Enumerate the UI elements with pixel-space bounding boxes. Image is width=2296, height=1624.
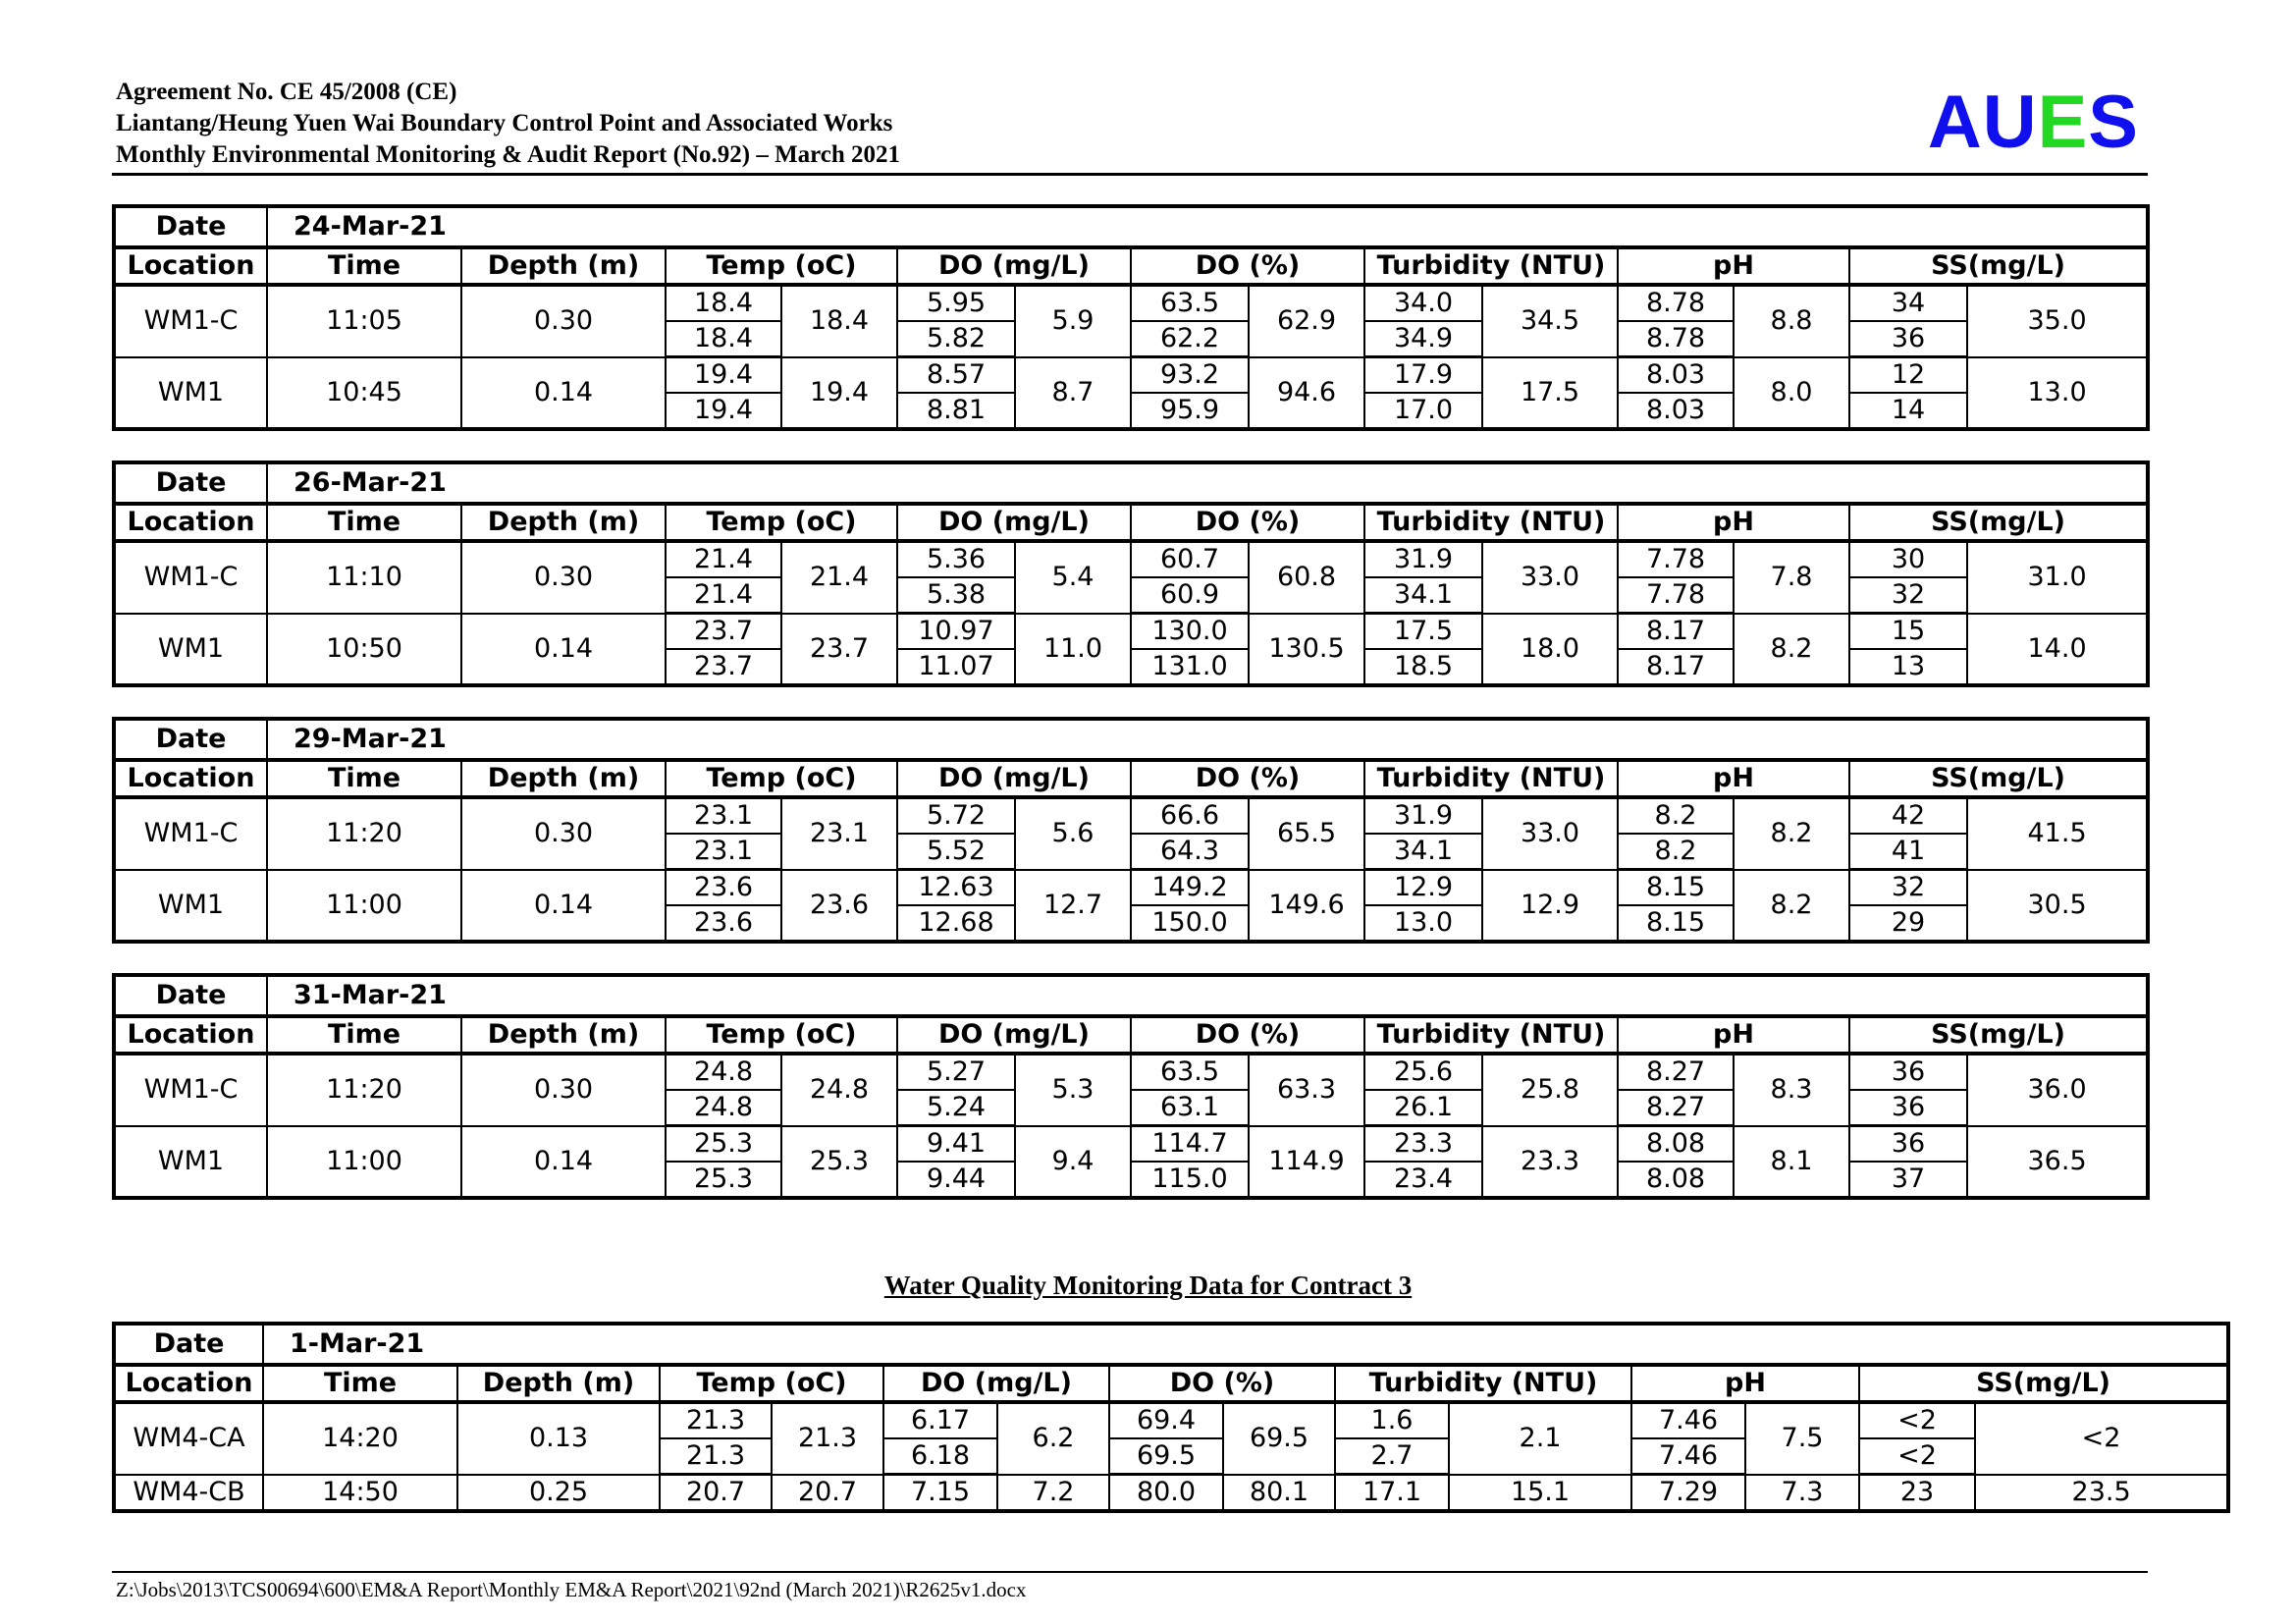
- do-mgl-average: 5.9: [1015, 285, 1131, 357]
- depth-header: Depth (m): [461, 1016, 666, 1054]
- turbidity-reading-2: 17.0: [1364, 393, 1482, 429]
- temp-reading-2: 23.1: [666, 834, 781, 870]
- do-mgl-reading-2: 6.18: [883, 1438, 997, 1475]
- do-mgl-reading-2: 9.44: [897, 1162, 1015, 1198]
- ss-reading-1: 15: [1849, 614, 1967, 650]
- date-value: 24-Mar-21: [267, 206, 2148, 247]
- turbidity-average: 2.1: [1449, 1402, 1631, 1475]
- location-cell: WM4-CA: [114, 1402, 263, 1475]
- time-cell: 10:45: [267, 357, 461, 430]
- ph-average: 8.8: [1734, 285, 1849, 357]
- ph-reading-2: 8.78: [1618, 321, 1734, 357]
- do-pct-reading-1: 149.2: [1131, 870, 1249, 906]
- ss-average: 31.0: [1967, 541, 2148, 614]
- temp-reading-2: 19.4: [666, 393, 781, 429]
- column-header-row: [114, 760, 2148, 797]
- temp-reading-2: 18.4: [666, 321, 781, 357]
- do-pct-reading-2: 131.0: [1131, 649, 1249, 685]
- do-pct-reading-2: 115.0: [1131, 1162, 1249, 1198]
- do-pct-average: 130.5: [1249, 614, 1364, 686]
- time-cell: 11:20: [267, 797, 461, 870]
- temp-header: Temp (oC): [666, 504, 897, 541]
- temp-average: 21.3: [772, 1402, 883, 1475]
- do-mgl-reading-1: 5.27: [897, 1054, 1015, 1090]
- ss-reading-1: 32: [1849, 870, 1967, 906]
- do-pct-average: 65.5: [1249, 797, 1364, 870]
- time-cell: 11:05: [267, 285, 461, 357]
- ph-reading: 7.29: [1631, 1475, 1745, 1512]
- time-cell: 14:50: [263, 1475, 457, 1512]
- do-pct-average: 60.8: [1249, 541, 1364, 614]
- location-cell: WM1-C: [114, 541, 267, 614]
- date-row: [114, 1324, 2228, 1365]
- depth-cell: 0.14: [461, 357, 666, 430]
- turbidity-reading-2: 23.4: [1364, 1162, 1482, 1198]
- ph-reading-1: 7.46: [1631, 1402, 1745, 1438]
- time-cell: 11:00: [267, 1126, 461, 1199]
- ph-reading-1: 8.17: [1618, 614, 1734, 650]
- turbidity-average: 15.1: [1449, 1475, 1631, 1512]
- ph-reading-1: 8.15: [1618, 870, 1734, 906]
- turbidity-average: 18.0: [1482, 614, 1618, 686]
- do-mgl-reading: 7.15: [883, 1475, 997, 1512]
- temp-average: 25.3: [781, 1126, 897, 1199]
- depth-header: Depth (m): [461, 760, 666, 797]
- do-pct-average: 69.5: [1223, 1402, 1335, 1475]
- do-mgl-average: 5.6: [1015, 797, 1131, 870]
- depth-header: Depth (m): [457, 1365, 660, 1402]
- temp-reading-1: 21.3: [660, 1402, 772, 1438]
- location-cell: WM1-C: [114, 1054, 267, 1126]
- ph-average: 8.2: [1734, 870, 1849, 943]
- ss-header: SS(mg/L): [1849, 1016, 2148, 1054]
- date-label: Date: [114, 719, 267, 760]
- table-row: [114, 541, 2148, 577]
- ss-reading-1: 42: [1849, 797, 1967, 834]
- time-header: Time: [267, 760, 461, 797]
- do-pct-reading-1: 93.2: [1131, 357, 1249, 394]
- do-pct-reading-1: 114.7: [1131, 1126, 1249, 1163]
- table-row: [114, 614, 2148, 650]
- time-cell: 11:10: [267, 541, 461, 614]
- turbidity-average: 33.0: [1482, 541, 1618, 614]
- turbidity-reading-1: 31.9: [1364, 541, 1482, 577]
- do-mgl-reading-1: 5.95: [897, 285, 1015, 321]
- location-cell: WM4-CB: [114, 1475, 263, 1512]
- footer-divider: [112, 1571, 2148, 1573]
- date-value: 29-Mar-21: [267, 719, 2148, 760]
- location-cell: WM1: [114, 357, 267, 430]
- ss-reading-1: 12: [1849, 357, 1967, 394]
- location-header: Location: [114, 1016, 267, 1054]
- water-quality-table-1: [112, 204, 2150, 431]
- ph-header: pH: [1618, 760, 1849, 797]
- temp-reading-1: 23.1: [666, 797, 781, 834]
- time-header: Time: [267, 247, 461, 285]
- ss-average: 23.5: [1975, 1475, 2228, 1512]
- turbidity-reading-2: 13.0: [1364, 905, 1482, 942]
- temp-reading-1: 25.3: [666, 1126, 781, 1163]
- table-row: [114, 1126, 2148, 1163]
- temp-header: Temp (oC): [666, 247, 897, 285]
- temp-average: 23.7: [781, 614, 897, 686]
- do-mgl-reading-2: 8.81: [897, 393, 1015, 429]
- do-mgl-header: DO (mg/L): [897, 504, 1131, 541]
- ss-average: 41.5: [1967, 797, 2148, 870]
- location-header: Location: [114, 504, 267, 541]
- ss-reading-1: 34: [1849, 285, 1967, 321]
- ss-reading-1: <2: [1859, 1402, 1975, 1438]
- do-mgl-average: 6.2: [997, 1402, 1109, 1475]
- do-pct-average: 94.6: [1249, 357, 1364, 430]
- turbidity-reading-1: 17.5: [1364, 614, 1482, 650]
- turbidity-average: 33.0: [1482, 797, 1618, 870]
- turbidity-header: Turbidity (NTU): [1364, 504, 1618, 541]
- turbidity-average: 23.3: [1482, 1126, 1618, 1199]
- time-header: Time: [267, 1016, 461, 1054]
- ss-header: SS(mg/L): [1849, 760, 2148, 797]
- file-path-footer: Z:\Jobs\2013\TCS00694\600\EM&A Report\Monthly EM&A Report\2021\92nd (March 2021)\R2625v1.docx: [116, 1578, 1027, 1601]
- time-cell: 11:00: [267, 870, 461, 943]
- depth-cell: 0.14: [461, 1126, 666, 1199]
- date-label: Date: [114, 462, 267, 504]
- agreement-line: Agreement No. CE 45/2008 (CE): [116, 79, 457, 105]
- do-mgl-average: 11.0: [1015, 614, 1131, 686]
- temp-reading-1: 23.7: [666, 614, 781, 650]
- date-value: 26-Mar-21: [267, 462, 2148, 504]
- location-header: Location: [114, 247, 267, 285]
- ss-reading-2: <2: [1859, 1438, 1975, 1475]
- do-pct-header: DO (%): [1109, 1365, 1335, 1402]
- turbidity-header: Turbidity (NTU): [1335, 1365, 1631, 1402]
- turbidity-reading-2: 34.1: [1364, 577, 1482, 614]
- time-cell: 14:20: [263, 1402, 457, 1475]
- do-mgl-reading-2: 5.38: [897, 577, 1015, 614]
- temp-average: 20.7: [772, 1475, 883, 1512]
- ph-average: 8.2: [1734, 614, 1849, 686]
- ph-average: 8.1: [1734, 1126, 1849, 1199]
- depth-cell: 0.25: [457, 1475, 660, 1512]
- do-mgl-average: 12.7: [1015, 870, 1131, 943]
- do-mgl-average: 5.4: [1015, 541, 1131, 614]
- do-pct-average: 80.1: [1223, 1475, 1335, 1512]
- depth-header: Depth (m): [461, 504, 666, 541]
- location-cell: WM1: [114, 870, 267, 943]
- temp-average: 18.4: [781, 285, 897, 357]
- ss-reading-2: 37: [1849, 1162, 1967, 1198]
- ss-header: SS(mg/L): [1849, 247, 2148, 285]
- do-mgl-reading-1: 9.41: [897, 1126, 1015, 1163]
- header-divider: [112, 173, 2148, 176]
- location-cell: WM1-C: [114, 797, 267, 870]
- temp-reading-1: 21.4: [666, 541, 781, 577]
- ph-average: 7.8: [1734, 541, 1849, 614]
- contract3-table: [112, 1322, 2230, 1513]
- column-header-row: [114, 1365, 2228, 1402]
- turbidity-reading-2: 2.7: [1335, 1438, 1449, 1475]
- turbidity-average: 34.5: [1482, 285, 1618, 357]
- temp-reading-2: 24.8: [666, 1090, 781, 1126]
- temp-header: Temp (oC): [666, 760, 897, 797]
- do-pct-reading-2: 150.0: [1131, 905, 1249, 942]
- do-mgl-reading-2: 11.07: [897, 649, 1015, 685]
- depth-cell: 0.30: [461, 285, 666, 357]
- turbidity-reading-2: 18.5: [1364, 649, 1482, 685]
- ss-reading-2: 36: [1849, 321, 1967, 357]
- ph-header: pH: [1631, 1365, 1859, 1402]
- temp-header: Temp (oC): [660, 1365, 883, 1402]
- table-row: [114, 1054, 2148, 1090]
- location-cell: WM1: [114, 1126, 267, 1199]
- ss-average: 36.5: [1967, 1126, 2148, 1199]
- do-mgl-average: 7.2: [997, 1475, 1109, 1512]
- location-cell: WM1-C: [114, 285, 267, 357]
- do-mgl-average: 5.3: [1015, 1054, 1131, 1126]
- date-value: 31-Mar-21: [267, 975, 2148, 1016]
- do-mgl-header: DO (mg/L): [897, 760, 1131, 797]
- temp-average: 23.6: [781, 870, 897, 943]
- ph-reading-1: 7.78: [1618, 541, 1734, 577]
- depth-cell: 0.30: [461, 1054, 666, 1126]
- ph-reading-1: 8.78: [1618, 285, 1734, 321]
- turbidity-header: Turbidity (NTU): [1364, 1016, 1618, 1054]
- turbidity-average: 12.9: [1482, 870, 1618, 943]
- ph-reading-2: 8.27: [1618, 1090, 1734, 1126]
- column-header-row: [114, 247, 2148, 285]
- date-row: [114, 462, 2148, 504]
- ss-header: SS(mg/L): [1849, 504, 2148, 541]
- temp-average: 23.1: [781, 797, 897, 870]
- do-pct-reading-2: 95.9: [1131, 393, 1249, 429]
- do-pct-header: DO (%): [1131, 760, 1364, 797]
- temp-reading-1: 24.8: [666, 1054, 781, 1090]
- column-header-row: [114, 1016, 2148, 1054]
- table-row-single: [114, 1475, 2228, 1512]
- ss-header: SS(mg/L): [1859, 1365, 2228, 1402]
- turbidity-reading-1: 34.0: [1364, 285, 1482, 321]
- temp-reading-2: 21.4: [666, 577, 781, 614]
- table-row: [114, 357, 2148, 394]
- ss-average: 35.0: [1967, 285, 2148, 357]
- water-quality-table-4: [112, 973, 2150, 1200]
- do-mgl-header: DO (mg/L): [897, 247, 1131, 285]
- location-header: Location: [114, 1365, 263, 1402]
- do-mgl-average: 8.7: [1015, 357, 1131, 430]
- temp-reading-2: 21.3: [660, 1438, 772, 1475]
- date-label: Date: [114, 206, 267, 247]
- turbidity-reading-2: 26.1: [1364, 1090, 1482, 1126]
- turbidity-header: Turbidity (NTU): [1364, 760, 1618, 797]
- ss-average: 30.5: [1967, 870, 2148, 943]
- do-pct-reading-2: 63.1: [1131, 1090, 1249, 1126]
- location-header: Location: [114, 760, 267, 797]
- ss-reading-2: 41: [1849, 834, 1967, 870]
- date-label: Date: [114, 975, 267, 1016]
- do-mgl-reading-1: 10.97: [897, 614, 1015, 650]
- ss-average: 36.0: [1967, 1054, 2148, 1126]
- do-mgl-reading-2: 12.68: [897, 905, 1015, 942]
- ph-reading-1: 8.2: [1618, 797, 1734, 834]
- ph-average: 8.2: [1734, 797, 1849, 870]
- do-pct-reading-1: 63.5: [1131, 1054, 1249, 1090]
- do-pct-reading-2: 60.9: [1131, 577, 1249, 614]
- turbidity-reading-2: 34.1: [1364, 834, 1482, 870]
- do-mgl-average: 9.4: [1015, 1126, 1131, 1199]
- ph-reading-2: 8.03: [1618, 393, 1734, 429]
- temp-average: 19.4: [781, 357, 897, 430]
- turbidity-reading-1: 25.6: [1364, 1054, 1482, 1090]
- ss-reading-2: 32: [1849, 577, 1967, 614]
- date-row: [114, 719, 2148, 760]
- ph-average: 7.3: [1745, 1475, 1859, 1512]
- turbidity-reading-1: 23.3: [1364, 1126, 1482, 1163]
- do-pct-average: 114.9: [1249, 1126, 1364, 1199]
- temp-reading-2: 23.6: [666, 905, 781, 942]
- temp-reading-2: 25.3: [666, 1162, 781, 1198]
- do-pct-average: 62.9: [1249, 285, 1364, 357]
- date-value: 1-Mar-21: [263, 1324, 2228, 1365]
- do-pct-header: DO (%): [1131, 504, 1364, 541]
- ss-reading-2: 13: [1849, 649, 1967, 685]
- ph-header: pH: [1618, 504, 1849, 541]
- aues-logo: AUES: [1927, 81, 2139, 164]
- depth-header: Depth (m): [461, 247, 666, 285]
- location-cell: WM1: [114, 614, 267, 686]
- do-mgl-header: DO (mg/L): [897, 1016, 1131, 1054]
- do-mgl-reading-2: 5.24: [897, 1090, 1015, 1126]
- temp-header: Temp (oC): [666, 1016, 897, 1054]
- ss-reading-1: 36: [1849, 1054, 1967, 1090]
- temp-average: 21.4: [781, 541, 897, 614]
- do-mgl-reading-1: 5.72: [897, 797, 1015, 834]
- do-pct-reading-1: 130.0: [1131, 614, 1249, 650]
- water-quality-table-2: [112, 460, 2150, 687]
- report-header: [116, 77, 900, 171]
- do-pct-reading-2: 64.3: [1131, 834, 1249, 870]
- temp-reading: 20.7: [660, 1475, 772, 1512]
- do-mgl-reading-2: 5.82: [897, 321, 1015, 357]
- temp-reading-1: 23.6: [666, 870, 781, 906]
- depth-cell: 0.14: [461, 614, 666, 686]
- date-row: [114, 206, 2148, 247]
- depth-cell: 0.14: [461, 870, 666, 943]
- turbidity-reading: 17.1: [1335, 1475, 1449, 1512]
- date-row: [114, 975, 2148, 1016]
- contract3-caption: Water Quality Monitoring Data for Contract 3: [883, 1271, 1413, 1300]
- ph-reading-2: 7.46: [1631, 1438, 1745, 1475]
- ph-header: pH: [1618, 1016, 1849, 1054]
- temp-reading-2: 23.7: [666, 649, 781, 685]
- table-row: [114, 1402, 2228, 1438]
- do-mgl-reading-1: 6.17: [883, 1402, 997, 1438]
- do-mgl-header: DO (mg/L): [883, 1365, 1109, 1402]
- ss-reading-2: 29: [1849, 905, 1967, 942]
- ph-reading-2: 8.08: [1618, 1162, 1734, 1198]
- ss-average: 13.0: [1967, 357, 2148, 430]
- time-header: Time: [267, 504, 461, 541]
- column-header-row: [114, 504, 2148, 541]
- do-pct-reading-1: 66.6: [1131, 797, 1249, 834]
- do-mgl-reading-1: 5.36: [897, 541, 1015, 577]
- ph-average: 7.5: [1745, 1402, 1859, 1475]
- depth-cell: 0.30: [461, 797, 666, 870]
- ph-average: 8.0: [1734, 357, 1849, 430]
- ss-reading-1: 36: [1849, 1126, 1967, 1163]
- water-quality-table-3: [112, 717, 2150, 944]
- depth-cell: 0.13: [457, 1402, 660, 1475]
- turbidity-average: 17.5: [1482, 357, 1618, 430]
- time-cell: 10:50: [267, 614, 461, 686]
- turbidity-reading-1: 12.9: [1364, 870, 1482, 906]
- project-line: Liantang/Heung Yuen Wai Boundary Control Point and Associated Works: [116, 110, 893, 136]
- do-mgl-reading-2: 5.52: [897, 834, 1015, 870]
- ph-reading-1: 8.27: [1618, 1054, 1734, 1090]
- ph-reading-1: 8.08: [1618, 1126, 1734, 1163]
- do-pct-header: DO (%): [1131, 1016, 1364, 1054]
- turbidity-header: Turbidity (NTU): [1364, 247, 1618, 285]
- ph-reading-1: 8.03: [1618, 357, 1734, 394]
- ph-reading-2: 7.78: [1618, 577, 1734, 614]
- table-row: [114, 285, 2148, 321]
- turbidity-reading-1: 31.9: [1364, 797, 1482, 834]
- time-cell: 11:20: [267, 1054, 461, 1126]
- ph-average: 8.3: [1734, 1054, 1849, 1126]
- depth-cell: 0.30: [461, 541, 666, 614]
- table-row: [114, 870, 2148, 906]
- do-mgl-reading-1: 12.63: [897, 870, 1015, 906]
- temp-average: 24.8: [781, 1054, 897, 1126]
- time-header: Time: [263, 1365, 457, 1402]
- table-row: [114, 797, 2148, 834]
- do-pct-average: 63.3: [1249, 1054, 1364, 1126]
- temp-reading-1: 18.4: [666, 285, 781, 321]
- do-pct-reading-1: 63.5: [1131, 285, 1249, 321]
- do-pct-reading-2: 62.2: [1131, 321, 1249, 357]
- do-pct-reading-1: 60.7: [1131, 541, 1249, 577]
- turbidity-reading-1: 17.9: [1364, 357, 1482, 394]
- ss-reading-1: 30: [1849, 541, 1967, 577]
- do-mgl-reading-1: 8.57: [897, 357, 1015, 394]
- ph-reading-2: 8.17: [1618, 649, 1734, 685]
- ss-average: 14.0: [1967, 614, 2148, 686]
- date-label: Date: [114, 1324, 263, 1365]
- ph-reading-2: 8.2: [1618, 834, 1734, 870]
- ss-reading-2: 36: [1849, 1090, 1967, 1126]
- turbidity-reading-2: 34.9: [1364, 321, 1482, 357]
- ph-reading-2: 8.15: [1618, 905, 1734, 942]
- ss-average: <2: [1975, 1402, 2228, 1475]
- temp-reading-1: 19.4: [666, 357, 781, 394]
- do-pct-average: 149.6: [1249, 870, 1364, 943]
- ss-reading-2: 14: [1849, 393, 1967, 429]
- ph-header: pH: [1618, 247, 1849, 285]
- do-pct-reading: 80.0: [1109, 1475, 1223, 1512]
- turbidity-reading-1: 1.6: [1335, 1402, 1449, 1438]
- ss-reading: 23: [1859, 1475, 1975, 1512]
- turbidity-average: 25.8: [1482, 1054, 1618, 1126]
- report-title-line: Monthly Environmental Monitoring & Audit Report (No.92) – March 2021: [116, 141, 901, 168]
- do-pct-reading-1: 69.4: [1109, 1402, 1223, 1438]
- do-pct-reading-2: 69.5: [1109, 1438, 1223, 1475]
- do-pct-header: DO (%): [1131, 247, 1364, 285]
